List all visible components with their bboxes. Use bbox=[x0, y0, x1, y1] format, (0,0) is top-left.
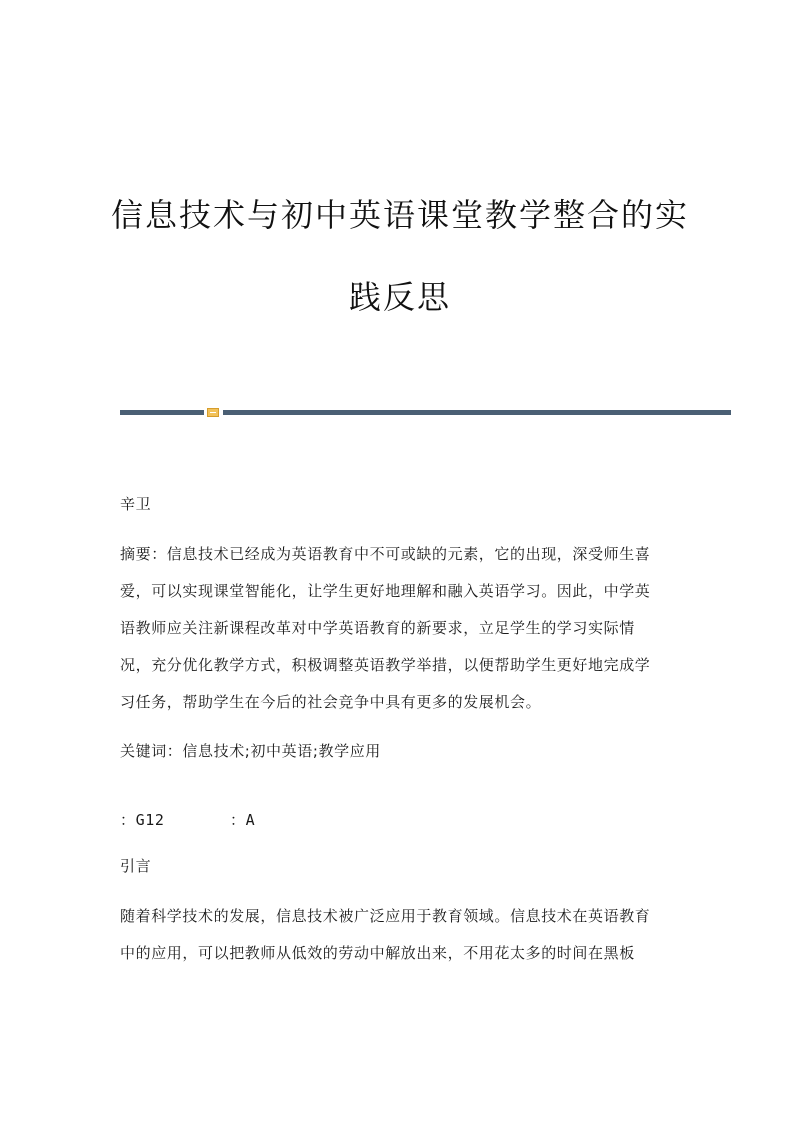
divider-ornament-icon bbox=[207, 408, 219, 417]
document-title-line-1: 信息技术与初中英语课堂教学整合的实 bbox=[110, 196, 689, 234]
divider-bar-left bbox=[120, 410, 204, 415]
intro-line-1: 随着科学技术的发展，信息技术被广泛应用于教育领域。信息技术在英语教育 bbox=[120, 907, 651, 925]
abstract-line-3: 语教师应关注新课程改革对中学英语教育的新要求，立足学生的学习实际情 bbox=[120, 619, 635, 637]
author-name: 辛卫 bbox=[120, 495, 152, 513]
document-code: ：A bbox=[230, 811, 256, 829]
keywords-line: 关键词：信息技术;初中英语;教学应用 bbox=[120, 742, 381, 760]
document-title-line-2: 践反思 bbox=[348, 278, 451, 316]
abstract-line-5: 习任务，帮助学生在今后的社会竞争中具有更多的发展机会。 bbox=[120, 693, 542, 711]
section-heading-introduction: 引言 bbox=[120, 857, 152, 875]
abstract-line-4: 况，充分优化教学方式，积极调整英语教学举措，以便帮助学生更好地完成学 bbox=[120, 656, 651, 674]
title-divider bbox=[120, 408, 731, 416]
abstract-line-1: 摘要：信息技术已经成为英语教育中不可或缺的元素，它的出现，深受师生喜 bbox=[120, 545, 651, 563]
divider-bar-right bbox=[223, 410, 731, 415]
intro-line-2: 中的应用，可以把教师从低效的劳动中解放出来，不用花太多的时间在黑板 bbox=[120, 944, 635, 962]
abstract-line-2: 爱，可以实现课堂智能化，让学生更好地理解和融入英语学习。因此，中学英 bbox=[120, 582, 651, 600]
clc-number: ：G12 bbox=[120, 811, 165, 829]
